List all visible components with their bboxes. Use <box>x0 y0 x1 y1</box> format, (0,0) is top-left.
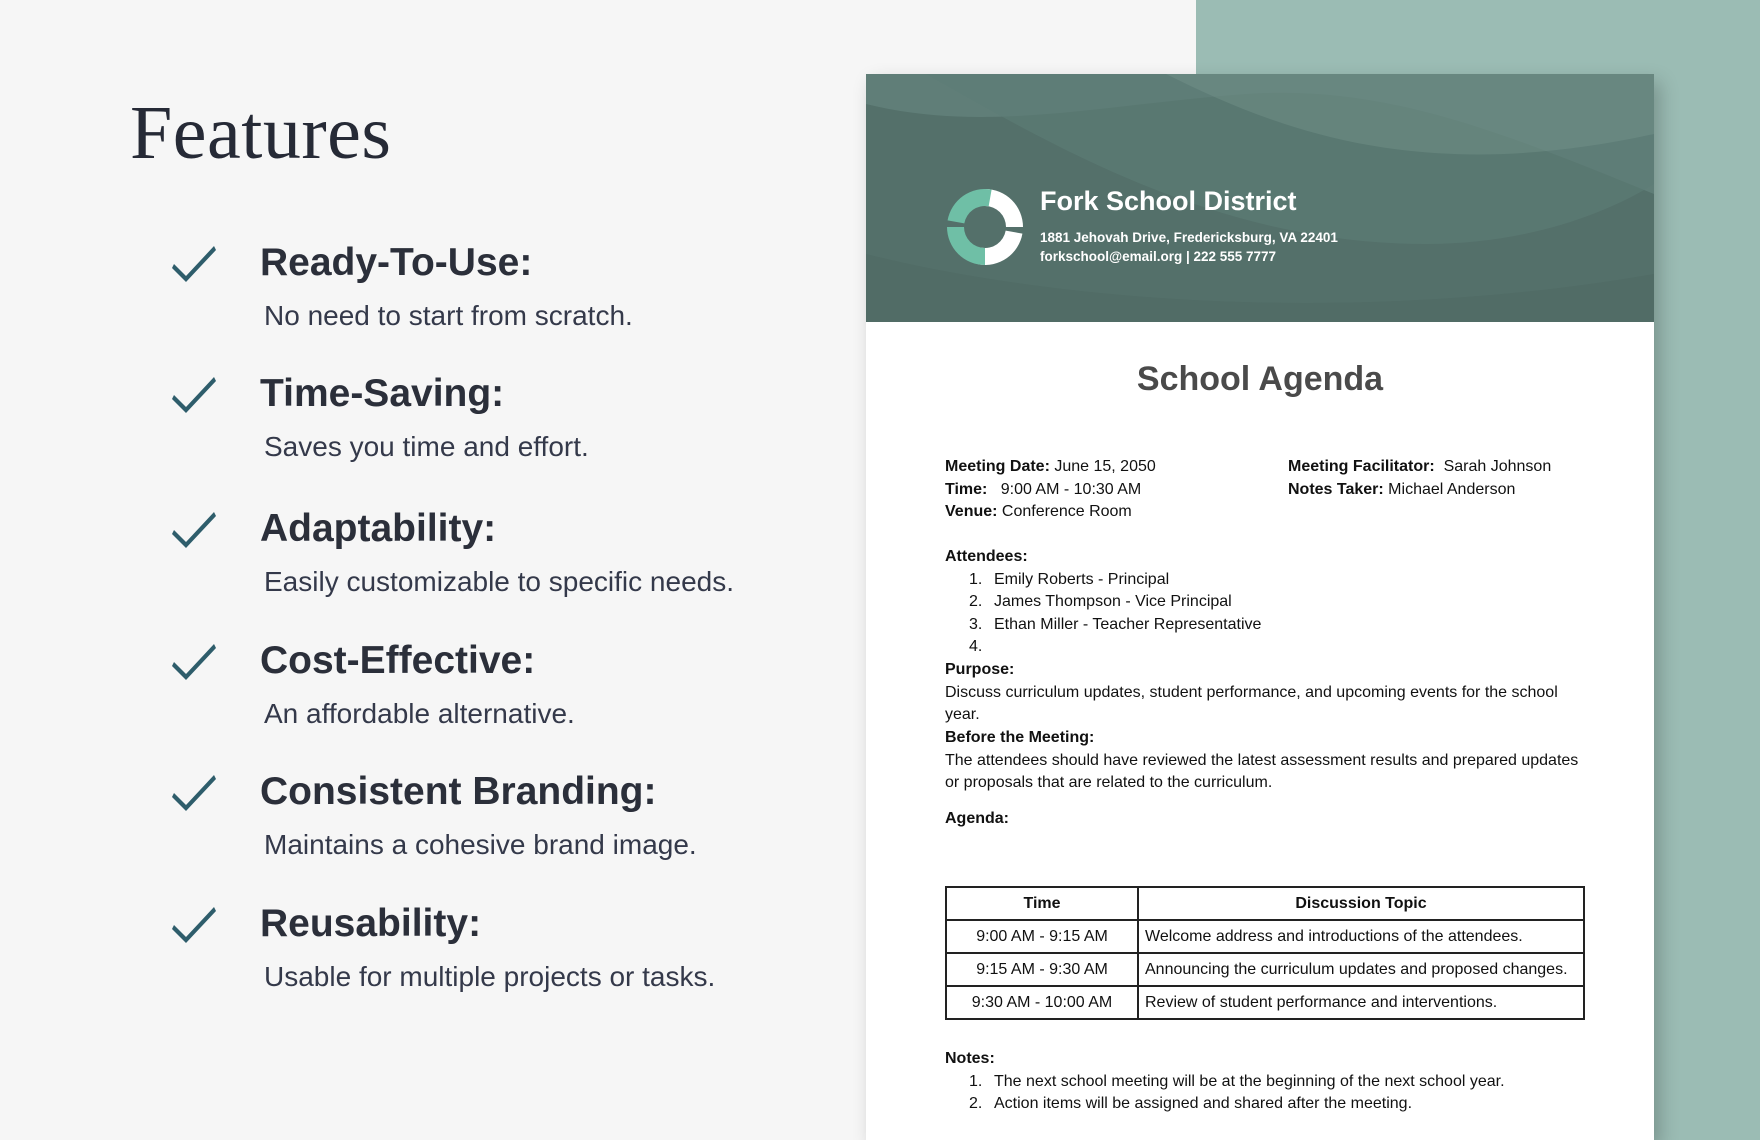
purpose-label: Purpose: <box>945 660 1015 678</box>
features-title: Features <box>130 91 392 175</box>
agenda-document <box>866 74 1654 1140</box>
notes-label: Notes: <box>945 1050 995 1067</box>
meta-row <box>945 456 1156 479</box>
meta-label: Meeting Facilitator: <box>1288 458 1435 475</box>
feature-description: An affordable alternative. <box>264 698 575 729</box>
feature-title: Consistent Branding: <box>260 770 657 813</box>
agenda-section <box>945 808 1585 831</box>
agenda-table <box>945 886 1585 1020</box>
feature-description: Usable for multiple projects or tasks. <box>264 961 716 992</box>
list-item <box>945 569 1585 592</box>
attendees-section <box>945 546 1585 727</box>
list-text: Ethan Miller - Teacher Representative <box>994 615 1262 633</box>
meta-value: Michael Anderson <box>1383 480 1516 498</box>
list-number: 4. <box>969 638 983 656</box>
agenda-time: 9:00 AM - 9:15 AM <box>946 920 1138 953</box>
meta-row <box>1288 456 1551 479</box>
list-number: 3. <box>969 615 983 633</box>
meta-label: Notes Taker: <box>1288 480 1384 498</box>
checkmark-icon <box>170 506 218 550</box>
meeting-details <box>945 456 1156 524</box>
school-logo <box>944 186 1026 268</box>
list-number: 1. <box>969 570 983 588</box>
list-item <box>945 1071 1585 1094</box>
attendees-list <box>945 569 1585 659</box>
before-meeting-text: The attendees should have reviewed the latest assessment results and prepared updates or proposals that are related to the curriculum. <box>945 751 1579 792</box>
table-header: Discussion Topic <box>1138 887 1584 920</box>
agenda-time: 9:30 AM - 10:00 AM <box>946 986 1138 1019</box>
checkmark-icon <box>170 371 218 415</box>
meta-value: Conference Room <box>997 503 1132 521</box>
agenda-label: Agenda: <box>945 810 1009 827</box>
feature-description: Maintains a cohesive brand image. <box>264 829 697 860</box>
list-number: 2. <box>969 1095 983 1113</box>
meta-label: Time: <box>945 480 988 498</box>
meta-row <box>1288 479 1551 502</box>
meta-row <box>945 501 1156 524</box>
list-item <box>945 614 1585 637</box>
list-text: James Thompson - Vice Principal <box>994 593 1232 611</box>
list-item <box>945 1093 1585 1116</box>
before-meeting-label: Before the Meeting: <box>945 729 1095 746</box>
table-row <box>946 920 1584 953</box>
feature-title: Adaptability: <box>260 507 497 550</box>
meta-label: Venue: <box>945 503 998 521</box>
purpose-text: Discuss curriculum updates, student performance, and upcoming events for the school year. <box>945 683 1558 724</box>
org-address: 1881 Jehovah Drive, Fredericksburg, VA 22401 <box>1040 230 1338 245</box>
list-text: Action items will be assigned and shared after the meeting. <box>994 1095 1413 1113</box>
meta-value: Sarah Johnson <box>1434 458 1552 475</box>
document-title: School Agenda <box>1136 360 1384 398</box>
checkmark-icon <box>170 901 218 945</box>
checkmark-icon <box>170 638 218 682</box>
feature-description: No need to start from scratch. <box>264 300 633 331</box>
before-meeting-section <box>945 727 1585 795</box>
list-item <box>945 636 1585 659</box>
document-header <box>866 74 1654 322</box>
meeting-roles <box>1288 456 1551 501</box>
feature-description: Saves you time and effort. <box>264 431 589 462</box>
org-contact: forkschool@email.org | 222 555 7777 <box>1040 249 1277 264</box>
list-text <box>994 638 998 655</box>
agenda-time: 9:15 AM - 9:30 AM <box>946 953 1138 986</box>
feature-title: Ready-To-Use: <box>260 241 533 284</box>
notes-section <box>945 1048 1585 1116</box>
list-item <box>945 591 1585 614</box>
agenda-topic: Welcome address and introductions of the attendees. <box>1138 920 1584 953</box>
feature-title: Cost-Effective: <box>260 639 536 682</box>
table-header: Time <box>946 887 1138 920</box>
feature-title: Reusability: <box>260 902 482 945</box>
meta-label: Meeting Date: <box>945 458 1050 475</box>
org-name: Fork School District <box>1040 186 1297 216</box>
table-row <box>946 986 1584 1019</box>
checkmark-icon <box>170 240 218 284</box>
agenda-topic: Review of student performance and interventions. <box>1138 986 1584 1019</box>
list-number: 2. <box>969 593 983 611</box>
feature-title: Time-Saving: <box>260 372 505 415</box>
table-header-row <box>946 887 1584 920</box>
checkmark-icon <box>170 769 218 813</box>
meta-value: June 15, 2050 <box>1049 458 1156 475</box>
attendees-label: Attendees: <box>945 548 1028 565</box>
list-text: The next school meeting will be at the beginning of the next school year. <box>994 1072 1505 1090</box>
feature-description: Easily customizable to specific needs. <box>264 566 734 597</box>
agenda-topic: Announcing the curriculum updates and proposed changes. <box>1138 953 1584 986</box>
meta-row <box>945 479 1156 502</box>
notes-list <box>945 1071 1585 1116</box>
list-number: 1. <box>969 1072 983 1090</box>
meta-value: 9:00 AM - 10:30 AM <box>987 480 1142 498</box>
list-text: Emily Roberts - Principal <box>994 570 1170 588</box>
table-row <box>946 953 1584 986</box>
